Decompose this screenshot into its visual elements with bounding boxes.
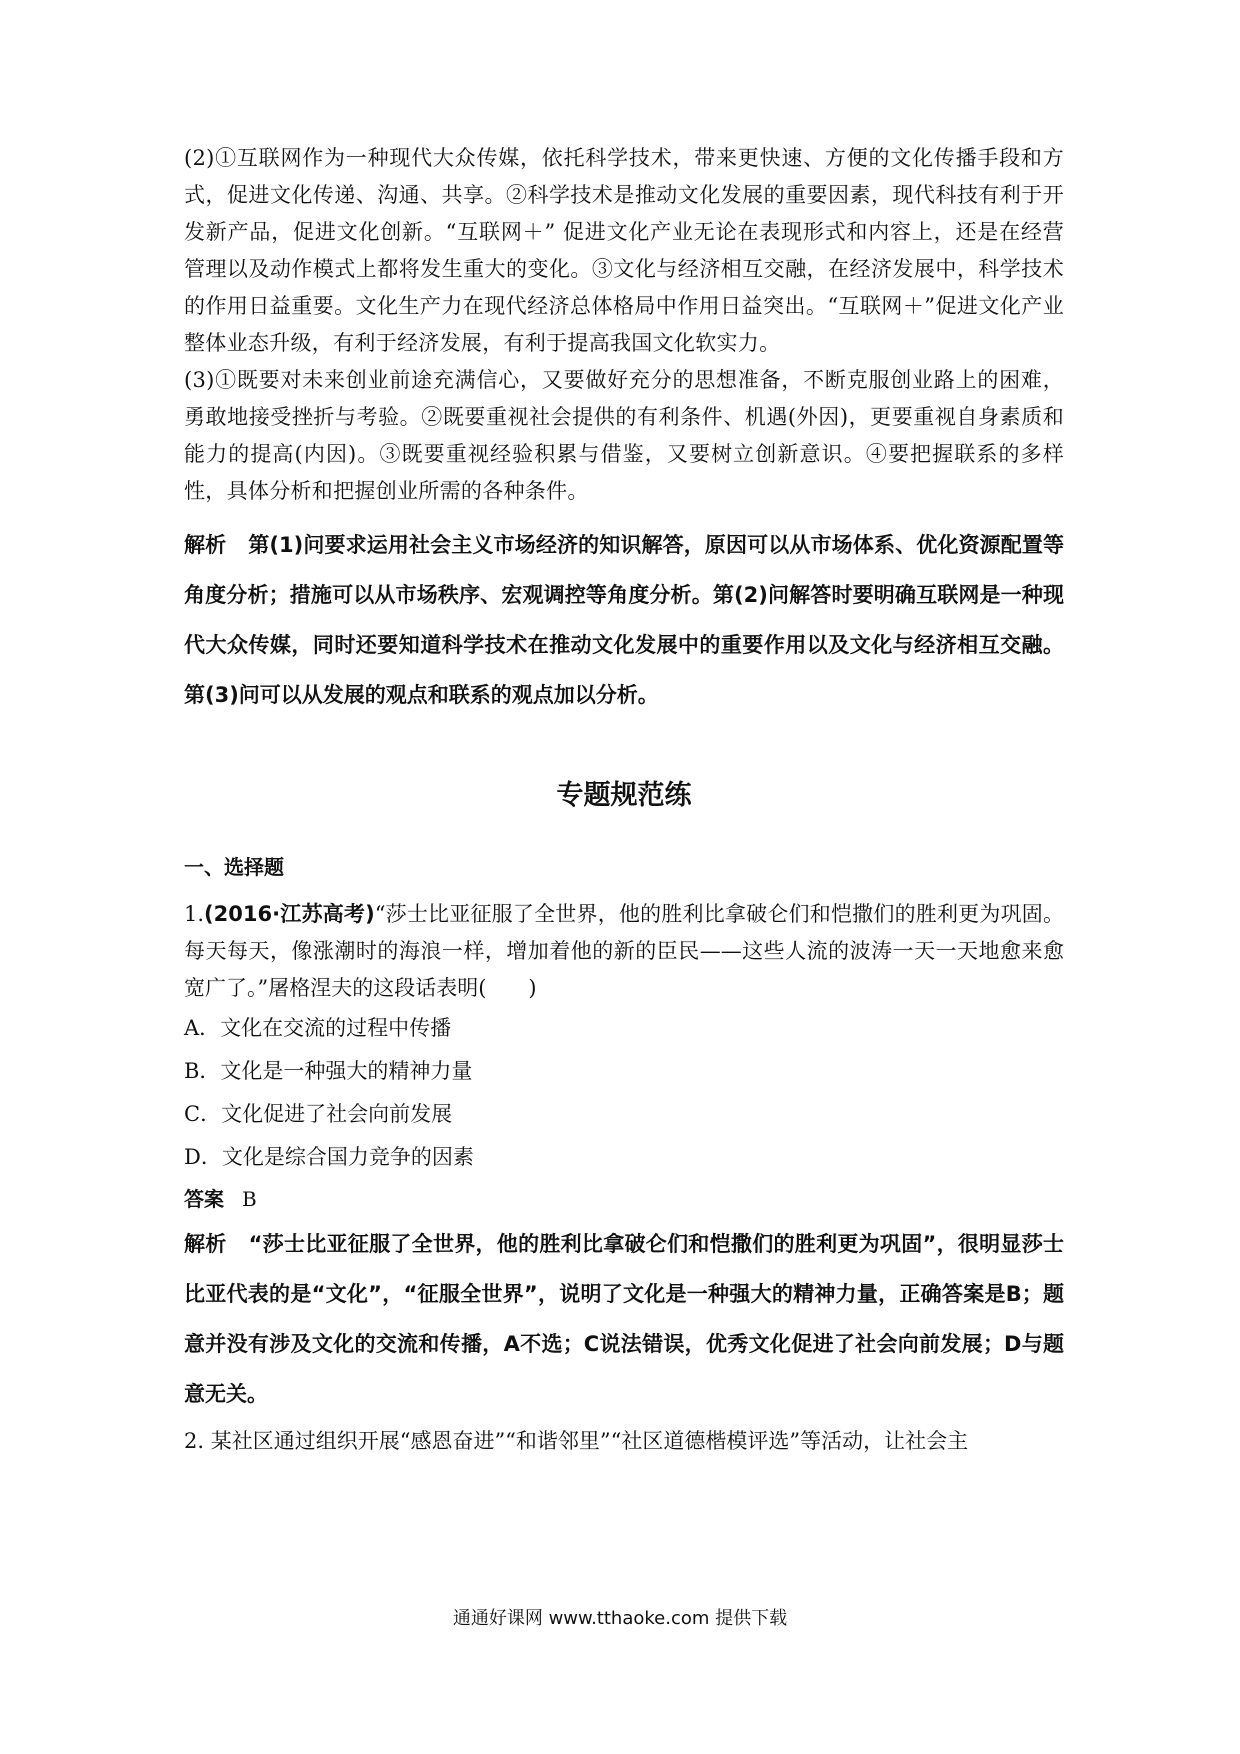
answer-paragraph-2: (2)①互联网作为一种现代大众传媒，依托科学技术，带来更快速、方便的文化传播手段和方式，促进文化传递、沟通、共享。②科学技术是推动文化发展的重要因素，现代科技有利于开发新产品，促进文化创新。“互联网＋” 促进文化产业无论在表现形式和内容上，还是在经营管理以及动作模式上都将发生重大的变化。③文化与经济相互交融，在经济发展中，科学技术的作用日益重要。文化生产力在现代经济总体格局中作用日益突出。“互联网＋”促进文化产业整体业态升级，有利于经济发展，有利于提高我国文化软实力。 — [184, 146, 1064, 355]
explanation-label: 解析 — [184, 533, 227, 557]
section-title: 专题规范练 — [556, 780, 692, 811]
answer-paragraph-3: (3)①既要对未来创业前途充满信心，又要做好充分的思想准备，不断克服创业路上的困难，勇敢地接受挫折与考验。②既要重视社会提供的有利条件、机遇(外因)，更要重视自身素质和能力的提高(内因)。③既要重视经验积累与借鉴，又要树立创新意识。④要把握联系的多样性，具体分析和把握创业所需的各种条件。 — [184, 368, 1064, 503]
option-b: B．文化是一种强大的精神力量 — [184, 1059, 473, 1083]
question-1 — [184, 896, 1064, 1007]
question-1-options — [184, 1007, 1064, 1179]
question-1-source: (2016·江苏高考) — [204, 902, 375, 926]
subsection-heading: 一、选择题 — [184, 855, 284, 879]
question-2: 2. 某社区通过组织开展“感恩奋进”“和谐邻里”“社区道德楷模评选”等活动，让社会主 — [184, 1429, 969, 1453]
option-d: D．文化是综合国力竞争的因素 — [184, 1145, 474, 1169]
footer-watermark: 通通好课网 www.tthaoke.com 提供下载 — [452, 1608, 788, 1629]
answer-label: 答案 — [184, 1187, 224, 1211]
explanation-text: 第(1)问要求运用社会主义市场经济的知识解答，原因可以从市场体系、优化资源配置等角度分析；措施可以从市场秩序、宏观调控等角度分析。第(2)问解答时要明确互联网是一种现代大众传媒，同时还要知道科学技术在推动文化发展中的重要作用以及文化与经济相互交融。第(3)问可以从发展的观点和联系的观点加以分析。 — [184, 533, 1065, 707]
question-1-explanation — [184, 1219, 1064, 1419]
explanation-label: 解析 — [184, 1232, 227, 1256]
explanation-block — [184, 520, 1064, 720]
option-c: C．文化促进了社会向前发展 — [184, 1102, 453, 1126]
option-a: A．文化在交流的过程中传播 — [184, 1016, 452, 1040]
question-1-number: 1. — [184, 902, 205, 926]
page-content — [184, 140, 1064, 1460]
question-1-stem: “莎士比亚征服了全世界，他的胜利比拿破仑们和恺撒们的胜利更为巩固。每天每天，像涨潮时的海浪一样，增加着他的新的臣民——这些人流的波涛一天一天地愈来愈宽广了。”屠格涅夫的这段话表明( ) — [184, 902, 1065, 1000]
answer-value: B — [242, 1187, 257, 1211]
question-1-answer — [184, 1179, 1064, 1219]
answer-block — [184, 140, 1064, 510]
explanation-text: “莎士比亚征服了全世界，他的胜利比拿破仑们和恺撒们的胜利更为巩固”，很明显莎士比亚代表的是“文化”，“征服全世界”，说明了文化是一种强大的精神力量，正确答案是B；题意并没有涉及文化的交流和传播，A不选；C说法错误，优秀文化促进了社会向前发展；D与题意无关。 — [184, 1232, 1064, 1406]
